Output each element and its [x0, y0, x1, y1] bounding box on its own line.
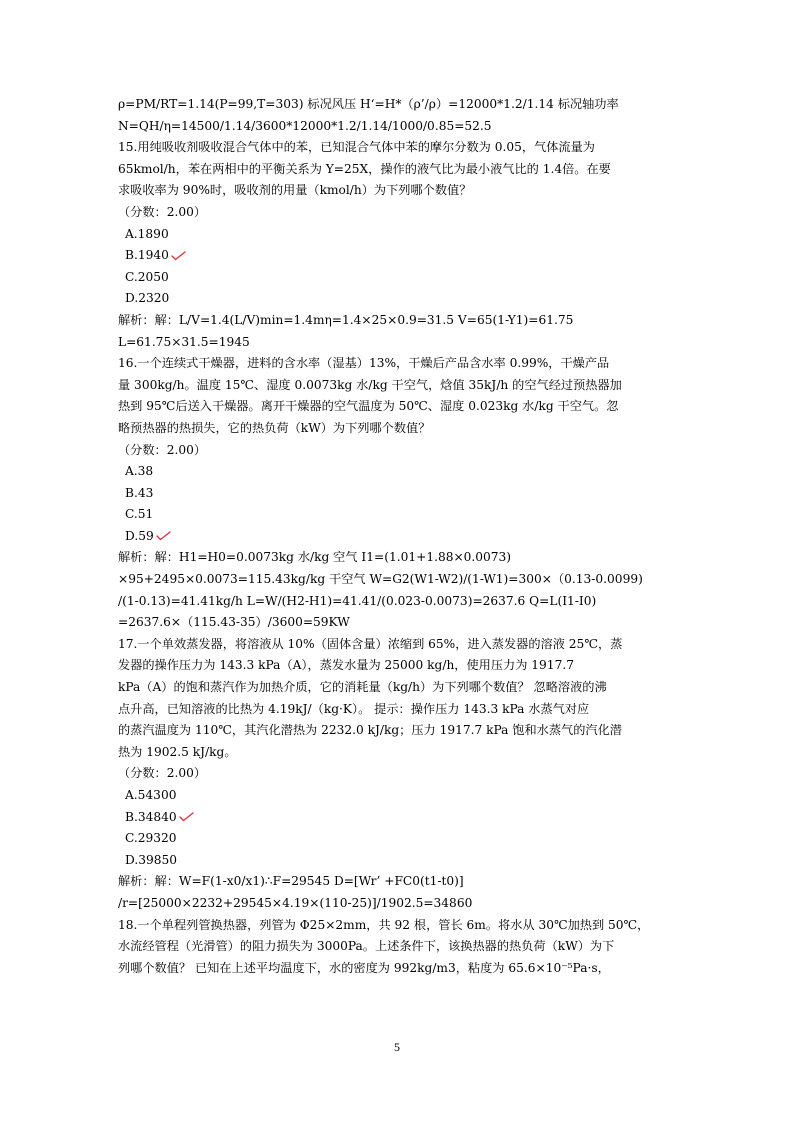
line-text: 点升高，已知溶液的比热为 4.19kJ/（kg·K）。 提示：操作压力 143.3 kPa 水蒸气对应 [118, 701, 590, 716]
text-line [118, 180, 684, 202]
text-line [118, 353, 684, 375]
text-line [118, 396, 684, 418]
text-line [118, 742, 684, 764]
line-text: 列哪个数值？ 已知在上述平均温度下，水的密度为 992kg/m3，粘度为 65.6×10⁻⁵Pa·s， [118, 960, 610, 975]
line-text: 求吸收率为 90%时，吸收剂的用量（kmol/h）为下列哪个数值？ [118, 183, 472, 198]
line-text: 17.一个单效蒸发器，将溶液从 10%（固体含量）浓缩到 65%，进入蒸发器的溶液 25℃，蒸 [118, 636, 623, 651]
line-text: 解析：解：L/V=1.4(L/V)min=1.4mη=1.4×25×0.9=31.5 V=65(1-Y1)=61.75 [118, 312, 574, 327]
answer-option [118, 526, 684, 548]
line-text: ×95+2495×0.0073=115.43kg/kg 干空气 W=G2(W1-W2)/(1-W1)=300×（0.13-0.0099) [118, 572, 643, 587]
text-line [118, 569, 684, 591]
checkmark-icon [156, 531, 171, 541]
line-text: 水流经管程（光滑管）的阻力损失为 3000Pa。上述条件下，该换热器的热负荷（kW）为下 [118, 939, 615, 954]
answer-option [118, 785, 684, 807]
answer-option [118, 483, 684, 505]
answer-option [118, 224, 684, 246]
answer-option [118, 461, 684, 483]
text-line [118, 116, 684, 138]
text-line [118, 310, 684, 332]
option-label: B.1940 [125, 248, 169, 263]
text-line [118, 547, 684, 569]
line-text: 量 300kg/h。温度 15℃、湿度 0.0073kg 水/kg 干空气，焓值 35kJ/h 的空气经过预热器加 [118, 377, 622, 392]
text-line [118, 871, 684, 893]
text-line [118, 655, 684, 677]
line-text: 18.一个单程列管换热器，列管为 Φ25×2mm，共 92 根，管长 6m。将水从 30℃加热到 50℃， [118, 917, 650, 932]
text-line [118, 763, 684, 785]
line-text: 热到 95℃后送入干燥器。离开干燥器的空气温度为 50℃、湿度 0.023kg 水/kg 干空气。忽 [118, 399, 619, 414]
checkmark-icon [179, 812, 194, 822]
line-text: 16.一个连续式干燥器，进料的含水率（湿基）13%，干燥后产品含水率 0.99%，干燥产品 [118, 356, 610, 371]
text-line [118, 137, 684, 159]
line-text: =2637.6×（115.43-35）/3600=59KW [118, 615, 350, 630]
text-line [118, 375, 684, 397]
text-line [118, 159, 684, 181]
text-line [118, 720, 684, 742]
option-label: A.54300 [125, 788, 177, 802]
line-text: kPa（A）的饱和蒸汽作为加热介质，它的消耗量（kg/h）为下列哪个数值？ 忽略溶液的沸 [118, 680, 607, 695]
text-line [118, 893, 684, 915]
answer-option [118, 245, 684, 267]
option-label: A.38 [125, 464, 154, 479]
answer-option [118, 267, 684, 289]
text-line [118, 958, 684, 980]
text-line [118, 94, 684, 116]
option-label: D.2320 [125, 291, 170, 306]
line-text: 热为 1902.5 kJ/kg。 [118, 744, 237, 759]
answer-option [118, 850, 684, 872]
document-body [118, 94, 684, 979]
answer-option [118, 807, 684, 829]
text-line [118, 591, 684, 613]
checkmark-icon [171, 251, 186, 261]
line-text: 解析：解：H1=H0=0.0073kg 水/kg 空气 I1=(1.01+1.88×0.0073) [118, 550, 512, 565]
line-text: /(1-0.13)=41.41kg/h L=W/(H2-H1)=41.41/(0.023-0.0073)=2637.6 Q=L(I1-I0) [118, 593, 597, 608]
option-label: C.51 [125, 507, 154, 522]
option-label: C.29320 [125, 831, 177, 846]
text-line [118, 612, 684, 634]
line-text: /r=[25000×2232+29545×4.19×(110-25)]/1902.5=34860 [118, 895, 473, 910]
text-line [118, 699, 684, 721]
line-text: （分数：2.00） [118, 204, 207, 219]
text-line [118, 915, 684, 937]
line-text: 15.用纯吸收剂吸收混合气体中的苯，已知混合气体中苯的摩尔分数为 0.05，气体流量为 [118, 140, 595, 155]
option-label: D.39850 [125, 852, 177, 867]
line-text: （分数：2.00） [118, 442, 207, 457]
option-label: B.43 [125, 485, 154, 500]
text-line [118, 418, 684, 440]
text-line [118, 677, 684, 699]
text-line [118, 936, 684, 958]
line-text: N=QH/η=14500/1.14/3600*12000*1.2/1.14/1000/0.85=52.5 [118, 118, 492, 133]
line-text: L=61.75×31.5=1945 [118, 334, 250, 349]
text-line [118, 440, 684, 462]
answer-option [118, 828, 684, 850]
line-text: 解析：解：W=F(1-x0/x1)∴F=29545 D=[Wr’ +FC0(t1-t0)] [118, 874, 464, 889]
line-text: ρ=PM/RT=1.14(P=99,T=303) 标况风压 H‘=H*（ρ’/ρ）=12000*1.2/1.14 标况轴功率 [118, 97, 619, 111]
text-line [118, 634, 684, 656]
line-text: 的蒸汽温度为 110℃，其汽化潜热为 2232.0 kJ/kg；压力 1917.7 kPa 饱和水蒸气的汽化潜 [118, 723, 622, 738]
line-text: （分数：2.00） [118, 766, 207, 781]
answer-option [118, 504, 684, 526]
line-text: 65kmol/h，苯在两相中的平衡关系为 Y=25X，操作的液气比为最小液气比的 1.4倍。在要 [118, 161, 611, 176]
line-text: 发器的操作压力为 143.3 kPa（A），蒸发水量为 25000 kg/h，使用压力为 1917.7 [118, 658, 574, 673]
option-label: C.2050 [125, 269, 169, 284]
text-line [118, 332, 684, 354]
text-line [118, 202, 684, 224]
option-label: B.34840 [125, 809, 177, 824]
line-text: 略预热器的热损失，它的热负荷（kW）为下列哪个数值？ [118, 420, 431, 435]
option-label: A.1890 [125, 226, 169, 241]
page-number: 5 [394, 1040, 400, 1054]
option-label: D.59 [125, 528, 154, 543]
answer-option [118, 288, 684, 310]
